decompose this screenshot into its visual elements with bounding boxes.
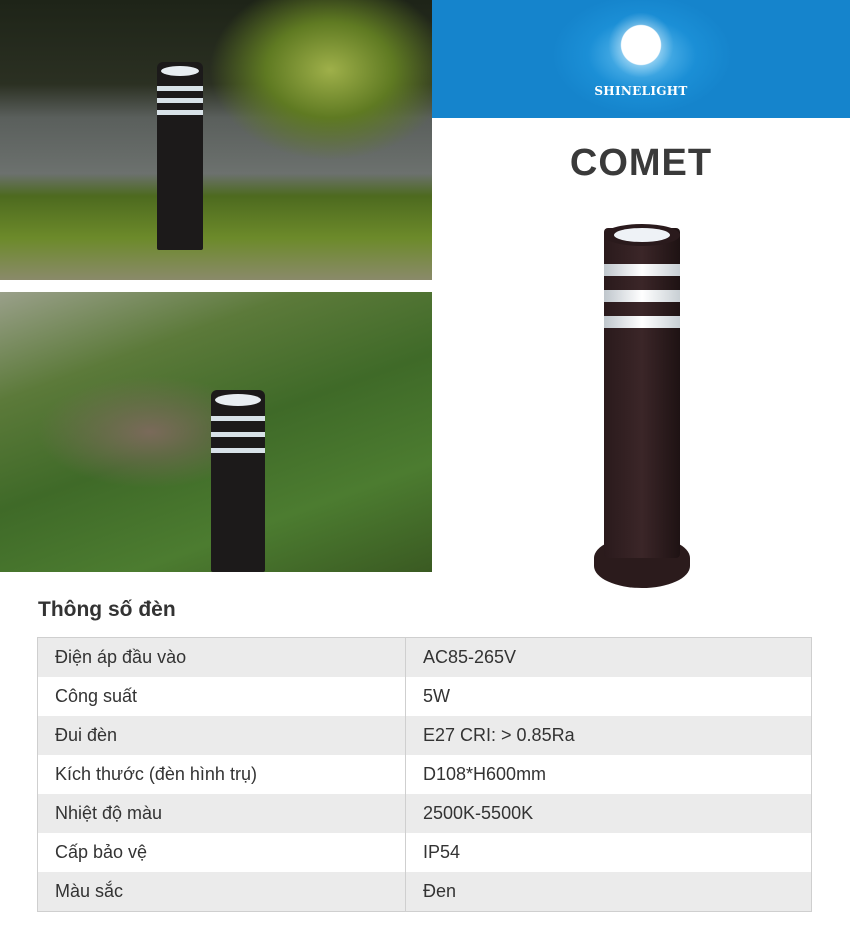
table-row bbox=[38, 638, 812, 678]
bollard-lamp-image bbox=[211, 390, 265, 572]
spec-value: AC85-265V bbox=[406, 638, 812, 678]
table-row bbox=[38, 872, 812, 912]
spec-label: Điện áp đầu vào bbox=[38, 638, 406, 678]
product-title: COMET bbox=[569, 142, 713, 184]
product-image bbox=[594, 224, 690, 590]
garden-photo-day bbox=[0, 292, 432, 572]
spec-value: D108*H600mm bbox=[406, 755, 812, 794]
bollard-lamp-image bbox=[157, 62, 203, 250]
spec-label: Cấp bảo vệ bbox=[38, 833, 406, 872]
spec-heading: Thông số đèn bbox=[38, 598, 176, 621]
spec-label: Kích thước (đèn hình trụ) bbox=[38, 755, 406, 794]
table-row bbox=[38, 755, 812, 794]
table-row bbox=[38, 716, 812, 755]
table-row bbox=[38, 833, 812, 872]
table-row bbox=[38, 794, 812, 833]
spec-label: Nhiệt độ màu bbox=[38, 794, 406, 833]
spec-value: E27 CRI: > 0.85Ra bbox=[406, 716, 812, 755]
spec-table bbox=[37, 637, 812, 912]
spec-value: IP54 bbox=[406, 833, 812, 872]
table-row bbox=[38, 677, 812, 716]
spec-label: Đui đèn bbox=[38, 716, 406, 755]
spec-value: Đen bbox=[406, 872, 812, 912]
shinelight-logo-icon bbox=[608, 12, 674, 78]
spec-label: Màu sắc bbox=[38, 872, 406, 912]
spec-label: Công suất bbox=[38, 677, 406, 716]
brand-name: SHINELIGHT bbox=[594, 84, 688, 98]
garden-photo-night bbox=[0, 0, 432, 280]
spec-value: 2500K-5500K bbox=[406, 794, 812, 833]
spec-value: 5W bbox=[406, 677, 812, 716]
brand-banner bbox=[432, 0, 850, 118]
